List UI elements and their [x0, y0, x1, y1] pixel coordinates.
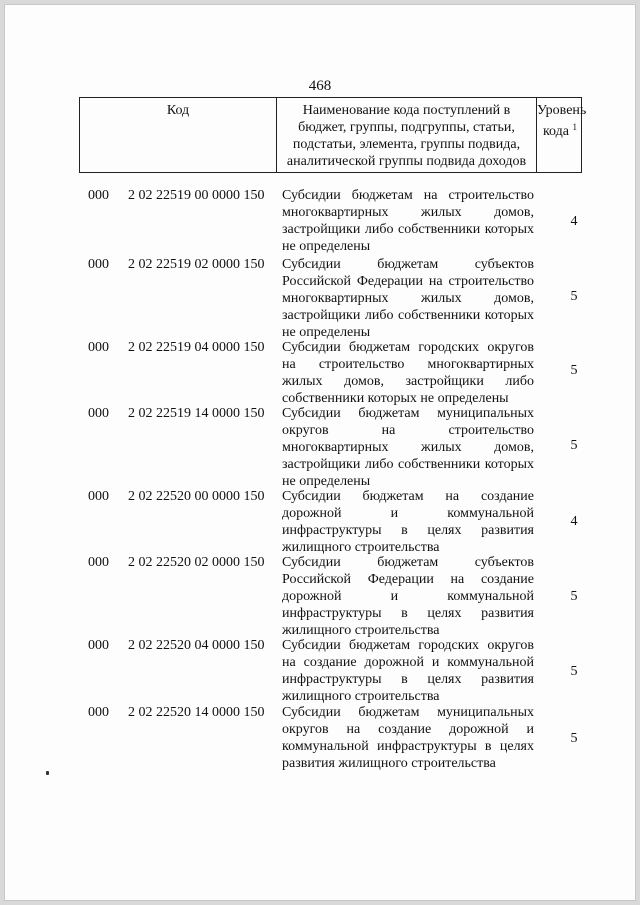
row-level: 4	[570, 214, 578, 229]
row-level: 5	[570, 289, 578, 304]
row-name: Субсидии бюджетам муниципальных округов на строительство многоквартирных жилых домов, застройщики либо собственники которых не определены	[282, 406, 534, 489]
header-level-line1: Уровень	[537, 103, 587, 118]
page-number: 468	[308, 78, 332, 94]
header-code: Код	[79, 98, 277, 172]
row-level: 5	[570, 664, 578, 679]
row-level: 5	[570, 363, 578, 378]
row-name: Субсидии бюджетам субъектов Российской Федерации на строительство многоквартирных жилых домов, застройщики либо собственники которых не определены	[282, 257, 534, 340]
row-code: 2 02 22519 02 0000 150	[128, 257, 265, 272]
row-name: Субсидии бюджетам городских округов на создание дорожной и коммунальной инфраструктуры в целях развития жилищного строительства	[282, 638, 534, 704]
row-prefix: 000	[88, 555, 109, 570]
row-prefix: 000	[88, 705, 109, 720]
row-code: 2 02 22520 04 0000 150	[128, 638, 265, 653]
row-code: 2 02 22520 14 0000 150	[128, 705, 265, 720]
header-level-line2-wrap	[537, 119, 581, 140]
row-name: Субсидии бюджетам на строительство многоквартирных жилых домов, застройщики либо собственники которых не определены	[282, 188, 534, 254]
row-prefix: 000	[88, 340, 109, 355]
table-header	[79, 97, 587, 173]
row-level: 5	[570, 438, 578, 453]
header-name: Наименование кода поступлений в бюджет, группы, подгруппы, статьи, подстатьи, элемента, группы подвида, аналитической группы подвида доходов	[277, 98, 537, 172]
row-code: 2 02 22519 00 0000 150	[128, 188, 265, 203]
row-prefix: 000	[88, 489, 109, 504]
row-name: Субсидии бюджетам субъектов Российской Федерации на создание дорожной и коммунальной инфраструктуры в целях развития жилищного строительства	[282, 555, 534, 638]
row-prefix: 000	[88, 406, 109, 421]
row-level: 4	[570, 514, 578, 529]
row-prefix: 000	[88, 188, 109, 203]
row-code: 2 02 22519 14 0000 150	[128, 406, 265, 421]
row-level: 5	[570, 589, 578, 604]
row-prefix: 000	[88, 257, 109, 272]
footnote-marker: 1	[572, 122, 577, 132]
row-code: 2 02 22520 00 0000 150	[128, 489, 265, 504]
row-code: 2 02 22520 02 0000 150	[128, 555, 265, 570]
header-level	[537, 98, 587, 172]
scan-speck	[46, 771, 49, 775]
row-name: Субсидии бюджетам городских округов на строительство многоквартирных жилых домов, застройщики либо собственники которых не определены	[282, 340, 534, 406]
row-level: 5	[570, 731, 578, 746]
header-level-line2: кода	[542, 124, 569, 139]
row-name: Субсидии бюджетам муниципальных округов на создание дорожной и коммунальной инфраструктуры в целях развития жилищного строительства	[282, 705, 534, 771]
row-prefix: 000	[88, 638, 109, 653]
row-name: Субсидии бюджетам на создание дорожной и коммунальной инфраструктуры в целях развития жилищного строительства	[282, 489, 534, 555]
row-code: 2 02 22519 04 0000 150	[128, 340, 265, 355]
